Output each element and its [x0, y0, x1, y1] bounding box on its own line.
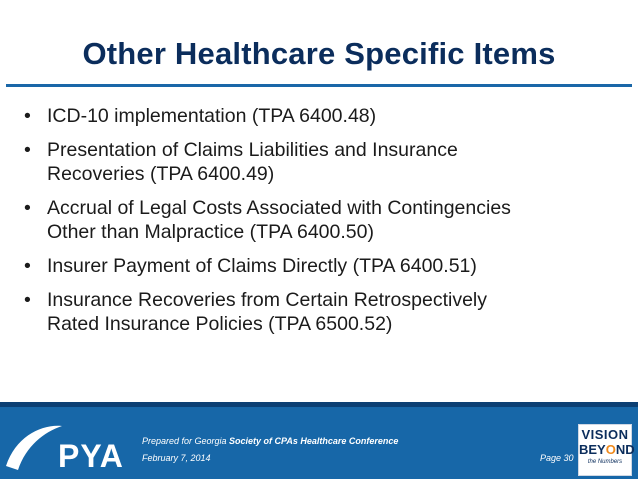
bullet-text: Presentation of Claims Liabilities and Insurance [47, 139, 458, 161]
bullet-item [24, 196, 624, 244]
bullet-list [24, 96, 624, 336]
bullet-item [24, 254, 624, 278]
bullet-text: ICD-10 implementation (TPA 6400.48) [47, 105, 377, 127]
footer-date: February 7, 2014 [142, 453, 211, 463]
bullet-text-continued: Other than Malpractice (TPA 6400.50) [47, 221, 374, 243]
footer-prepared-prefix: Prepared for Georgia [142, 436, 230, 446]
bullet-text: Insurer Payment of Claims Directly (TPA 6400.51) [47, 255, 477, 277]
badge-line-numbers: the Numbers [587, 459, 623, 465]
bullet-dot-icon: • [24, 139, 31, 161]
page-number: Page 30 [540, 453, 574, 463]
title-divider [6, 84, 632, 87]
bullet-dot-icon: • [24, 105, 31, 127]
pya-logo: PYA [58, 438, 124, 474]
bullet-item [24, 288, 624, 336]
footer-bar [0, 402, 638, 479]
footer-conference-name: Society of CPAs Healthcare Conference [229, 436, 399, 446]
bullet-dot-icon: • [24, 197, 31, 219]
bullet-text-continued: Rated Insurance Policies (TPA 6500.52) [47, 313, 393, 335]
vision-beyond-badge [578, 424, 635, 476]
bullet-item [24, 138, 624, 186]
badge-beyond-part-a: BEY [579, 442, 606, 457]
bullet-text-continued: Recoveries (TPA 6400.49) [47, 163, 275, 185]
badge-beyond-o: O [605, 442, 616, 457]
badge-line-beyond [579, 442, 635, 457]
bullet-text: Insurance Recoveries from Certain Retrospectively [47, 289, 488, 311]
bullet-dot-icon: • [24, 255, 31, 277]
bullet-item [24, 104, 624, 128]
pya-swoosh-icon [4, 414, 64, 476]
footer-prepared-for [142, 436, 398, 446]
badge-line-vision: VISION [581, 427, 629, 442]
badge-beyond-part-c: ND [615, 442, 635, 457]
slide-title: Other Healthcare Specific Items [82, 36, 556, 71]
bullet-dot-icon: • [24, 289, 31, 311]
bullet-text: Accrual of Legal Costs Associated with Contingencies [47, 197, 511, 219]
footer-top-strip [0, 402, 638, 407]
